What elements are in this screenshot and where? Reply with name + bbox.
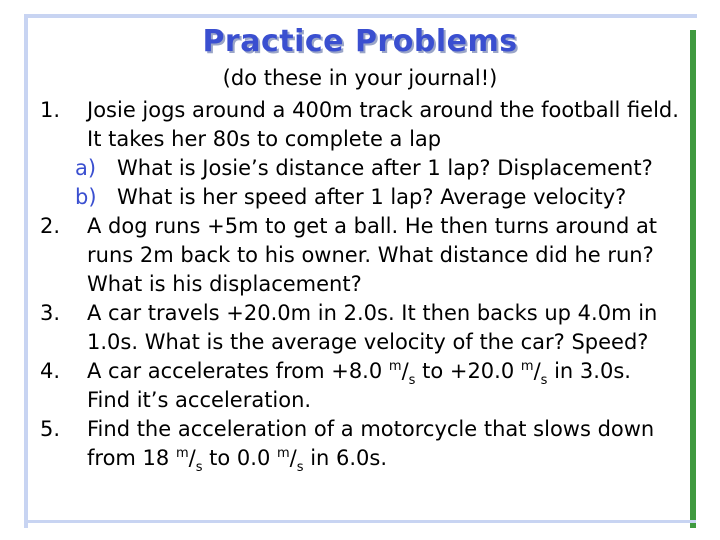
subitem-letter: a) [75,156,97,180]
problem-number: 5. [40,417,61,441]
text-segment: in 6.0s. [303,446,388,470]
slide-subtitle: (do these in your journal!) [222,66,498,90]
problem-text-line: Find the acceleration of a motorcycle that slows down [87,417,655,441]
unit-slash: / [289,446,297,470]
problem-3 [40,299,690,357]
slide-title: Practice Problems [202,24,518,59]
unit-numerator: m [277,446,290,461]
subitem-text: What is Josie’s distance after 1 lap? Displacement? [117,156,653,180]
problem-text-line: 1.0s. What is the average velocity of the car? Speed? [87,330,649,354]
unit-numerator: m [520,359,534,374]
problem-number: 1. [40,98,61,122]
frame-right-accent-bar [690,30,696,528]
problem-text-line: It takes her 80s to complete a lap [87,127,442,151]
problem-4 [40,357,690,415]
text-segment: from 18 [87,446,176,470]
problem-text-line: Josie jogs around a 400m track around the football field. [87,98,679,122]
frame-top-border [24,14,697,18]
problem-text-line: A car travels +20.0m in 2.0s. It then backs up 4.0m in [87,301,658,325]
problem-number: 4. [40,359,61,383]
problem-text-line: A dog runs +5m to get a ball. He then turns around at [87,214,658,238]
problem-text-line: runs 2m back to his owner. What distance did he run? [87,243,654,267]
subitem-text: What is her speed after 1 lap? Average velocity? [117,185,627,209]
problem-2 [40,212,690,299]
unit-numerator: m [388,359,402,374]
problem-number: 3. [40,301,61,325]
problem-5 [40,415,690,476]
text-segment: to +20.0 [415,359,521,383]
problem-text-line [87,444,690,476]
text-segment: to 0.0 [202,446,277,470]
problem-1 [40,96,690,154]
problem-text-line [87,357,690,389]
problem-text-line: Find it’s acceleration. [87,388,312,412]
unit-denominator: s [195,460,203,476]
unit-slash: / [533,359,541,383]
frame-left-border [24,14,28,528]
subitem-letter: b) [75,185,97,209]
problem-1-subitem-b [40,183,690,212]
problem-list [40,96,690,476]
problem-number: 2. [40,214,61,238]
unit-numerator: m [175,446,189,461]
problem-text-line: What is his displacement? [87,272,362,296]
unit-denominator: s [540,373,548,389]
text-segment: in 3.0s. [547,359,631,383]
unit-slash: / [401,359,409,383]
unit-slash: / [188,446,196,470]
text-segment: A car accelerates from +8.0 [87,359,389,383]
unit-denominator: s [408,373,416,389]
frame-bottom-border [24,520,696,523]
problem-1-subitem-a [40,154,690,183]
unit-denominator: s [296,460,304,476]
